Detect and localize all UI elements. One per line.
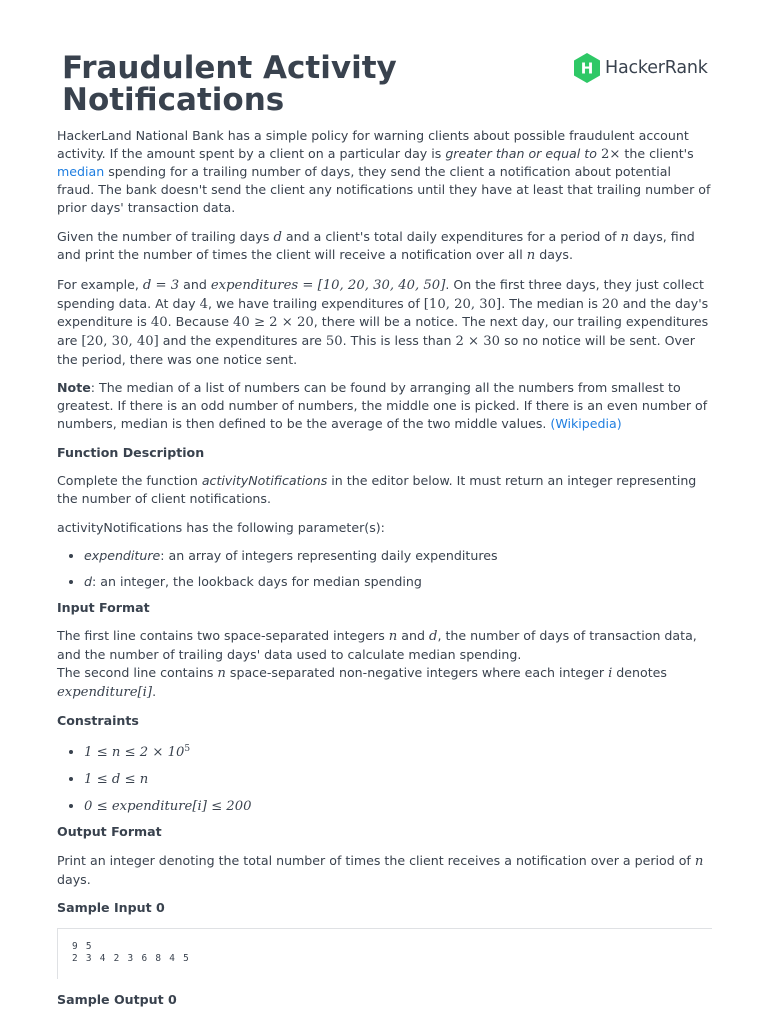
math-inline: 2 × 30 bbox=[455, 334, 501, 350]
hackerrank-hex-icon bbox=[572, 52, 602, 84]
constraints-list bbox=[57, 741, 712, 815]
math-inline: 40 bbox=[150, 315, 168, 331]
math-inline: n bbox=[388, 629, 398, 645]
function-description-heading: Function Description bbox=[57, 444, 205, 460]
problem-statement bbox=[57, 127, 712, 1020]
math-inline: d = 3 bbox=[142, 277, 180, 293]
input-format-heading: Input Format bbox=[57, 599, 150, 615]
sample-input-heading: Sample Input 0 bbox=[57, 900, 165, 916]
output-format-text: Print an integer denoting the total number of times the client receives a notification over a period of n days. bbox=[57, 852, 704, 887]
math-inline: i bbox=[608, 665, 613, 681]
math-inline: 2× bbox=[600, 146, 621, 162]
intro-paragraph: HackerLand National Bank has a simple policy for warning clients about possible fraudulent account activity. If the amount spent by a client on a particular day is greater than or equal to 2× the client's median spending for a trailing number of days, they send the client a notification about potential fraud. The bank doesn't send the client any notifications until they have at least that trailing number of prior days' transaction data. bbox=[57, 128, 711, 215]
logo-wordmark: HackerRank bbox=[605, 58, 708, 78]
math-inline: expenditures = [10, 20, 30, 40, 50] bbox=[210, 277, 446, 293]
params-intro: activityNotifications has the following parameter(s): bbox=[57, 519, 385, 535]
math-inline: 20 bbox=[601, 296, 619, 312]
math-inline: 50 bbox=[325, 334, 343, 350]
math-inline: d bbox=[428, 629, 438, 645]
example-paragraph: For example, d = 3 and expenditures = [10, 20, 30, 40, 50]. On the first three days, they just collect spending data. At day 4, we have trailing expenditures of [10, 20, 30]. The median is 20 and the day's expenditure is 40. Because 40 ≥ 2 × 20, there will be a notice. The next day, our trailing expenditures are [20, 30, 40] and the expenditures are 50. This is less than 2 × 30 so no notice will be sent. Over the period, there was one notice sent. bbox=[57, 276, 709, 367]
function-description-text: Complete the function activityNotifications in the editor below. It must return an integer representing the number of client notifications. bbox=[57, 473, 697, 506]
wikipedia-link[interactable]: (Wikipedia) bbox=[550, 415, 622, 431]
input-format-text: The first line contains two space-separated integers n and d, the number of days of transaction data, and the number of trailing days' data used to calculate median spending. The second line contains n space-separated non-negative integers where each integer i denotes expenditure[i]. bbox=[57, 628, 697, 700]
math-inline: d bbox=[273, 229, 282, 245]
list-item: • $1 \le n \le 2 \times 10^5$ bbox=[84, 741, 712, 762]
sample-input-code: 9 5 2 3 4 2 3 6 8 4 5 bbox=[57, 928, 712, 979]
params-list bbox=[57, 547, 712, 590]
math-inline: n bbox=[526, 248, 536, 264]
constraints-heading: Constraints bbox=[57, 713, 139, 729]
math-inline: n bbox=[694, 853, 704, 869]
hackerrank-logo[interactable] bbox=[572, 52, 708, 84]
note-label: Note bbox=[57, 380, 91, 396]
median-link[interactable]: median bbox=[57, 164, 105, 180]
math-inline: 40 ≥ 2 × 20 bbox=[232, 315, 314, 331]
list-item: • 1 ≤ d ≤ n bbox=[84, 770, 712, 789]
list-item: • d: an integer, the lookback days for median spending bbox=[84, 573, 712, 591]
list-item: • expenditure: an array of integers representing daily expenditures bbox=[84, 547, 712, 565]
output-format-heading: Output Format bbox=[57, 824, 162, 840]
math-inline: n bbox=[217, 665, 226, 681]
logo-mark: H bbox=[580, 59, 594, 78]
math-inline: [10, 20, 30] bbox=[423, 296, 502, 312]
math-inline: 4 bbox=[199, 296, 209, 312]
note-paragraph: Note: The median of a list of numbers can be found by arranging all the numbers from smallest to greatest. If there is an odd number of numbers, the middle one is picked. If there is an even number of numbers, median is then defined to be the average of the two middle values. (Wikipedia) bbox=[57, 380, 708, 431]
sample-output-heading: Sample Output 0 bbox=[57, 992, 177, 1008]
header bbox=[62, 52, 722, 122]
math-inline: expenditure[i] bbox=[57, 684, 153, 700]
page-title: Fraudulent Activity Notifications bbox=[62, 50, 397, 118]
list-item: • 0 ≤ expenditure[i] ≤ 200 bbox=[84, 797, 712, 816]
given-paragraph: Given the number of trailing days d and a client's total daily expenditures for a period of n days, find and print the number of times the client will receive a notification over all n days. bbox=[57, 228, 695, 264]
math-inline: [20, 30, 40] bbox=[81, 334, 159, 350]
function-name: activityNotifications bbox=[201, 473, 328, 489]
emphasis: greater than or equal to bbox=[445, 145, 597, 161]
math-inline: n bbox=[620, 229, 630, 245]
